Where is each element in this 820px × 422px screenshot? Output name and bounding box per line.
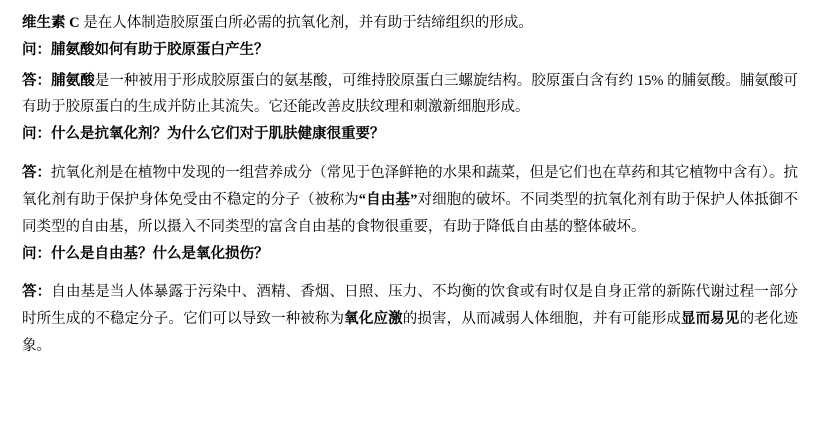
question-3: 问：什么是自由基？什么是氧化损伤？ [22,245,269,262]
answer-1-label: 答： [22,72,52,89]
answer-1-lead: 脯氨酸 [51,72,95,89]
question-2: 问：什么是抗氧化剂？为什么它们对于肌肤健康很重要？ [22,126,385,143]
intro-rest: 是在人体制造胶原蛋白所必需的抗氧化剂，并有助于结缔组织的形成。 [79,15,533,31]
answer-3 [22,279,798,359]
answer-2-label: 答： [22,165,52,182]
answer-1 [22,68,798,122]
intro-paragraph [22,10,798,37]
answer-1-text: 是一种被用于形成胶原蛋白的氨基酸，可维持胶原蛋白三螺旋结构。胶原蛋白含有约 15% 的脯氨酸。脯氨酸可有助于胶原蛋白的生成并防止其流失。它还能改善皮肤纹理和刺激新细胞形成。 [22,72,799,116]
answer-3-label: 答： [22,284,52,301]
question-1: 问：脯氨酸如何有助于胶原蛋白产生？ [22,41,269,58]
answer-2-text: 抗氧化剂是在植物中发现的一组营养成分（常见于色泽鲜艳的水果和蔬菜，但是它们也在草药和其它植物中含有）。抗氧化剂有助于保护身体免受由不稳定的分子（被称为“自由基”对细胞的破坏。不同类型的抗氧化剂有助于保护人体抵御不同类型的自由基，所以摄入不同类型的富含自由基的食物很重要，有助于降低自由基的整体破坏。 [22,165,799,235]
answer-3-text: 自由基是当人体暴露于污染中、酒精、香烟、日照、压力、不均衡的饮食或有时仅是自身正常的新陈代谢过程一部分时所生成的不稳定分子。它们可以导致一种被称为氧化应激的损害，从而减弱人体细胞，并有可能形成显而易见的老化迹象。 [22,284,799,354]
answer-2 [22,160,798,240]
intro-lead: 维生素 C [22,15,80,31]
